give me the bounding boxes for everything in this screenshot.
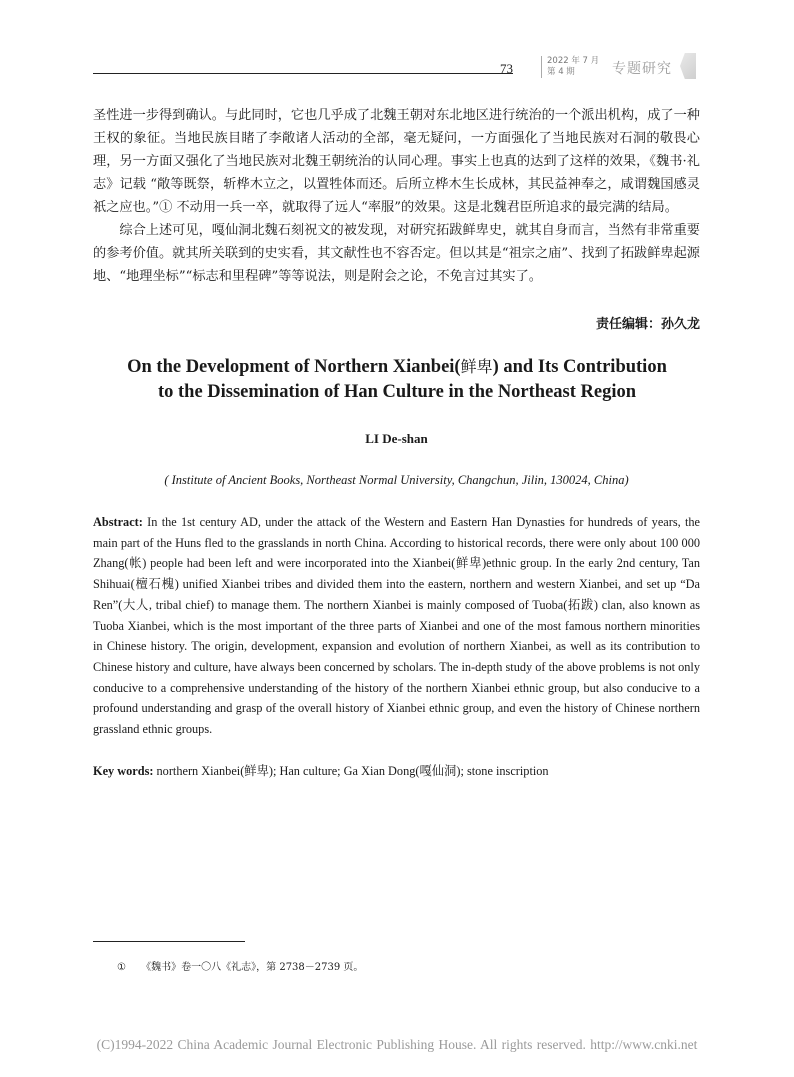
footnote-text: 《魏书》卷一〇八《礼志》，第 2738－2739 页。 [141,962,364,973]
abstract [93,512,700,740]
column-name: 专题研究 [612,61,672,77]
abstract-text: In the 1st century AD, under the attack of the Western and Eastern Han Dynasties for hundreds of years, the main part of the Huns fled to the grasslands in north China. According to historical records, there were only about 100 000 Zhang(帐) people had been left and were incorporated into the Xianbei(鲜卑)ethnic group. In the early 2nd century, Tan Shihuai(檀石槐) unified Xianbei tribes and divided them into the eastern, northern and western Xianbei, and set up “Da Ren”(大人, tribal chief) to manage them. The northern Xianbei is mainly composed of Tuoba(拓跋) clan, also known as Tuoba Xianbei, which is the most important of the three parts of Xianbei and one of the most famous northern minorities in Chinese history. The origin, development, expansion and evolution of northern Xianbei, as well as its contribution to Chinese history and culture, have always been concerned by scholars. The in-depth study of the above problems is not only conducive to a comprehensive understanding of the history of the northern Xianbei ethnic group, but also conducive to a profound understanding and grasp of the overall history of Xianbei ethnic group, and even the history of Chinese northern grassland ethnic groups. [93,515,700,737]
footnote-rule [93,941,245,942]
footnote [117,958,363,973]
page-number: 73 [500,61,513,76]
copyright-watermark: (C)1994-2022 China Academic Journal Electronic Publishing House. All rights reserved. http://www.cnki.net [96,1037,698,1052]
responsible-editor: 责任编辑：孙久龙 [595,317,700,332]
body-paragraph-1: 圣性进一步得到确认。与此同时，它也几乎成了北魏王朝对东北地区进行统治的一个派出机构，成了一种王权的象征。当地民族目睹了李敞诸人活动的全部，毫无疑问，一方面强化了当地民族对石洞的敬畏心理，另一方面又强化了当地民族对北魏王朝统治的认同心理。事实上也真的达到了这样的效果，《魏书·礼志》记载 “敞等既祭，斩桦木立之，以置牲体而还。后所立桦木生长成林，其民益神奉之，咸谓魏国感灵祇之应也。”① 不动用一兵一卒，就取得了远人“率服”的效果。这是北魏君臣所追求的最完满的结局。 [93,108,700,215]
abstract-label: Abstract: [93,515,143,529]
author-affiliation: ( Institute of Ancient Books, Northeast Normal University, Changchun, Jilin, 130024, China) [164,473,629,487]
body-paragraph-2: 综合上述可见，嘎仙洞北魏石刻祝文的被发现，对研究拓跋鲜卑史，就其自身而言，当然有非常重要的参考价值。就其所关联到的史实看，其文献性也不容否定。但以其是“祖宗之庙”、找到了拓跋鲜卑起源地、“地理坐标”“标志和里程碑”等等说法，则是附会之论，不免言过其实了。 [93,223,700,284]
journal-issue-info [541,56,599,78]
title-line-1 [60,354,734,380]
author-name: LI De-shan [365,431,428,446]
footnote-mark: ① [117,962,126,973]
keywords-text: northern Xianbei(鲜卑); Han culture; Ga Xian Dong(嘎仙洞); stone inscription [156,764,549,778]
english-title [60,354,734,405]
title-line-1-cjk: 鲜卑 [460,357,493,376]
chinese-body [93,104,700,288]
header-rule [93,73,513,74]
title-line-1-end: ) and Its Contribution [492,357,667,377]
corner-tab-decoration [680,53,696,79]
journal-issue: 第 4 期 [547,67,575,77]
keywords [93,761,700,779]
title-line-2: to the Dissemination of Han Culture in the Northeast Region [157,382,637,402]
keywords-label: Key words: [93,764,154,778]
journal-date: 2022 年 7 月 [547,56,600,66]
title-line-1-start: On the Development of Northern Xianbei( [127,357,461,377]
